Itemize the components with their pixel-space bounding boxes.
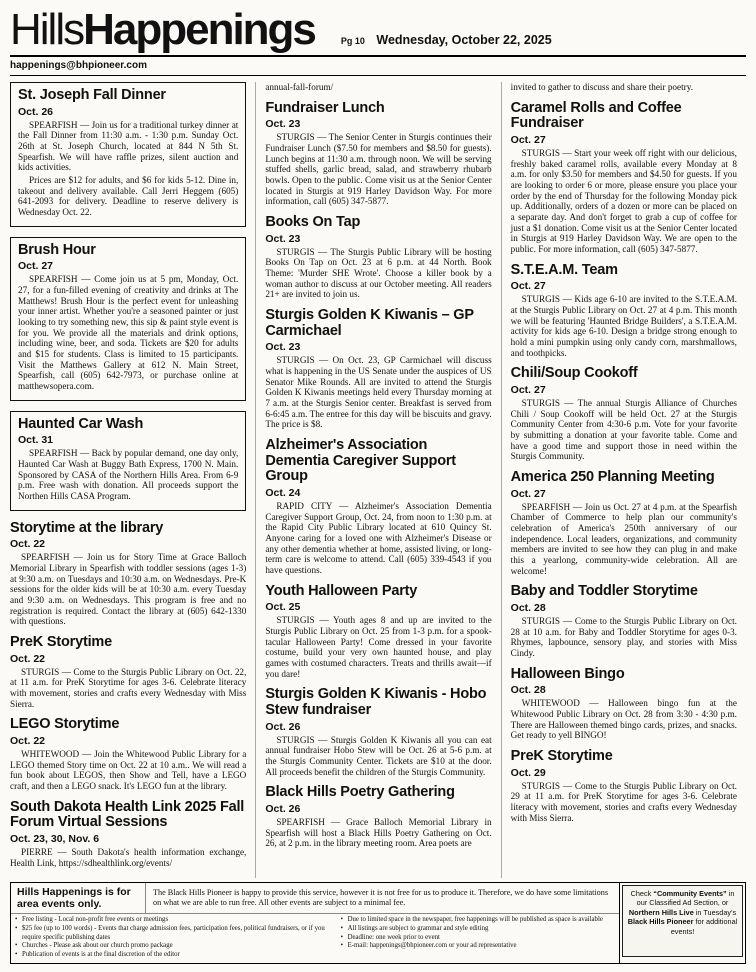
issue-date: Wednesday, October 22, 2025 (376, 33, 552, 47)
community-events-note (622, 885, 743, 957)
event-listing (511, 263, 737, 359)
publication-logo (10, 5, 315, 54)
policy-bullet: • Churches - Please ask about our church promo package (15, 942, 331, 951)
policy-bullet: • E-mail: happenings@bhpioneer.com or your ad representative (341, 942, 615, 951)
event-title: LEGO Storytime (10, 716, 120, 733)
event-date: Oct. 28 (510, 684, 546, 697)
event-title: St. Joseph Fall Dinner (18, 87, 166, 103)
event-title: Alzheimer's Association Dementia Caregiver Support Group (265, 437, 456, 485)
note-segment: Check (630, 888, 654, 898)
footer-policy-box (10, 882, 746, 964)
event-listing (511, 470, 737, 576)
dateline (341, 31, 552, 49)
event-body: STURGIS — The Senior Center in Sturgis continues their Fundraiser Lunch ($7.50 for members and $8.50 for guests). Lunch begins at 11:30 a.m. through noon. We will be serving stuffed shells, garlic bread, salad, and strawberry rhubarb bowls. Open to the public. Come visit us at the Senior Center located in Sturgis at 919 Harley Davidson Way. For more information, call (605) 347-5877. (265, 132, 492, 207)
event-date: Oct. 23 (265, 118, 301, 131)
event-title: Caramel Rolls and Coffee Fundraiser (510, 99, 682, 132)
event-listing (10, 237, 246, 401)
footer-top-row (11, 883, 619, 914)
footer-intro-text: The Black Hills Pioneer is happy to provide this service, however it is not free for us to produce it. Therefore, we do have some limitations on what we are able to run free. All other events are subject to a minimal fee. (153, 887, 609, 907)
event-listing (265, 785, 491, 849)
event-title: Sturgis Golden K Kiwanis – GP Carmichael (265, 307, 474, 339)
event-body: STURGIS — Kids age 6-10 are invited to the S.T.E.A.M. at the Sturgis Public Library on Oct. 27 at 4 p.m. This month we will be featuring 'Haunted Bridge Builders', a S.T.E.A.M. activity for kids age 6-10. Design a bridge strong enough to hold a mini pumpkin using only candy corn, marshmallows, and toothpicks. (510, 294, 737, 358)
policy-bullet: • Publication of events is at the final discretion of the editor (15, 951, 331, 960)
event-date: Oct. 29 (510, 766, 546, 779)
event-body: STURGIS — The Sturgis Public Library will be hosting Books On Tap on Oct. 23 at 6 p.m. at 44 North. Book Theme: 'Murder SHE Wrote'. Choose a killer book by a woman author to discuss at our October meeting. All readers 21+ are invited to join us. (265, 246, 492, 300)
event-title: Haunted Car Wash (18, 415, 144, 432)
policy-bullet: • $25 fee (up to 100 words) - Events that charge admission fees, participation fees, political fundraisers, or if you require specific publishing dates (15, 925, 331, 943)
event-title: Black Hills Poetry Gathering (265, 784, 455, 801)
event-listing (10, 521, 246, 627)
event-date: Oct. 23 (265, 232, 301, 245)
logo-happenings: Happenings (83, 5, 315, 54)
event-body: STURGIS — Come to the Sturgis Public Library on Oct. 28 at 10 a.m. for Baby and Toddler Storytime for ages 0-3. Rhymes, lapbounce, sensory play, and stories with Miss Cindy. (510, 616, 737, 659)
event-listing (265, 215, 491, 300)
event-title: Halloween Bingo (510, 665, 625, 682)
event-title: South Dakota Health Link 2025 Fall Forum Virtual Sessions (10, 798, 245, 831)
policy-bullet: • Due to limited space in the newspaper, free happenings will be published as space is available (341, 916, 615, 925)
event-date: Oct. 27 (510, 384, 546, 397)
event-listing (10, 82, 246, 227)
policy-bullets-left (15, 916, 331, 960)
event-title: Brush Hour (18, 241, 96, 258)
event-date: Oct. 26 (265, 720, 301, 733)
event-body: WHITEWOOD — Join the Whitewood Public Library for a LEGO themed Story time on Oct. 22 at 10 a.m.. We will read a fun book about LEGOS, then Show and Tell, have a LEGO craft, and then a LEGO snack. It's LEGO fun at the library. (10, 749, 247, 792)
policy-bullet: • Deadline: one week prior to event (341, 934, 615, 943)
event-date: Oct. 28 (510, 602, 546, 615)
contact-email: happenings@bhpioneer.com (10, 60, 147, 71)
event-listing (265, 101, 491, 207)
event-date: Oct. 27 (18, 260, 54, 273)
event-date: Oct. 22 (10, 538, 46, 551)
event-columns (10, 82, 746, 878)
policy-bullet: • Free listing - Local non-profit free events or meetings (15, 916, 331, 925)
continuation-text: annual-fall-forum/ (265, 82, 334, 92)
note-segment: for additional events! (670, 917, 738, 936)
event-body: STURGIS — Sturgis Golden K Kiwanis all you can eat annual fundraiser Hobo Stew will be Oct. 26 at 5-6 p.m. at the Sturgis Community Center. Tickets are $10 at the door. All proceeds benefit the children of the Sturgis Community. (265, 734, 492, 777)
event-title: PreK Storytime (10, 634, 112, 651)
note-segment: Northern Hills Live (628, 907, 694, 917)
event-body: STURGIS — Come to the Sturgis Public Library on Oct. 22, at 11 a.m. for PreK Storytime for ages 3-6. Celebrate literacy with movement, stories and crafts every Wednesday with Miss Sierra. (10, 666, 247, 709)
event-date: Oct. 23, 30, Nov. 6 (10, 833, 100, 846)
footer-main (11, 883, 619, 963)
event-listing (511, 667, 737, 741)
event-body: SPEARFISH — Join us for Story Time at Grace Balloch Memorial Library in Spearfish with toddler sessions (ages 1-3) at 9:30 a.m. on Tuesdays and 10:30 a.m. on Wednesdays. Pre-K sessions for the older kids will be at 10:30 a.m. every Tuesday and 9:30 a.m. on Wednesdays. This program is free and no registration is required. Contact the library at (605) 642-1330 with questions. (10, 552, 247, 627)
event-listing (511, 366, 737, 462)
event-title: Baby and Toddler Storytime (510, 583, 698, 600)
event-body: SPEARFISH — Come join us at 5 pm, Monday, Oct. 27, for a fun-filled evening of creativity and drinks at The Matthews! Brush Hour is the perfect event for unleashing your inner artist. Whether you're a seasoned painter or just looking to try something new, this sip & paint style event is for you. We provide all the materials and drink options, including wine, beer, and soda. Tickets are $20 for adults and $15 for students. Class is limited to 15 participants. Visit the Matthews Gallery at 612 N. Main Street, Spearfish, call (605) 642-7973, or purchase online at matthewsopera.com. (18, 274, 239, 392)
event-date: Oct. 22 (10, 652, 46, 665)
event-title: Fundraiser Lunch (265, 99, 385, 116)
event-column (10, 82, 255, 878)
event-body: STURGIS — Come to the Sturgis Public Library on Oct. 29 at 11 a.m. for PreK Storytime for ages 3-6. Celebrate literacy with movement, stories and crafts every Wednesday with Miss Sierra. (510, 780, 737, 823)
event-date: Oct. 25 (265, 601, 301, 614)
email-divider (10, 75, 746, 76)
note-segment: “Community Events” (653, 888, 727, 898)
policy-bullet: • All listings are subject to grammar and style editing (341, 925, 615, 934)
event-listing (265, 438, 491, 576)
event-listing (265, 584, 491, 680)
footer-policy-bullets (11, 914, 619, 963)
continuation-text: invited to gather to discuss and share their poetry. (510, 82, 693, 92)
event-title: Youth Halloween Party (265, 582, 418, 599)
footer-scope-title: Hills Happenings is for area events only. (11, 883, 146, 913)
event-date: Oct. 26 (265, 803, 301, 816)
page-number: Pg 10 (340, 36, 365, 46)
event-listing (10, 800, 246, 869)
event-date: Oct. 27 (510, 487, 546, 500)
event-title: America 250 Planning Meeting (510, 469, 715, 486)
event-date: Oct. 23 (265, 341, 301, 354)
policy-bullets-right (341, 916, 615, 960)
event-title: Sturgis Golden K Kiwanis - Hobo Stew fundraiser (265, 686, 487, 719)
event-title: S.T.E.A.M. Team (510, 261, 618, 278)
event-body: WHITEWOOD — Halloween bingo fun at the Whitewood Public Library on Oct. 28 from 3:30 - 4:30 p.m. There are Halloween themed bingo cards, prizes, and snacks. Get ready to yell BINGO! (510, 698, 737, 741)
event-column (501, 82, 746, 878)
note-segment: Black Hills Pioneer (627, 917, 694, 927)
event-body: STURGIS — Start your week off right with our delicious, freshly baked caramel rolls, available every Monday at 8 a.m. for only $3.50 for members and $4.50 for guests. If you are looking to order 6 or more, please ensure you place your order by the end of Thursday for the following Monday pick up. Additionally, orders of a dozen or more can be placed on a separate day. And don't forget to grab a cup of coffee for just a $1 donation. Come visit us at the Senior Center located in Sturgis at 919 Harley Davidson Way. We are open to the public. For more information, call (605) 347-5877. (510, 147, 737, 255)
event-date: Oct. 27 (510, 133, 546, 146)
note-segment: in our Classified Ad Section, or (636, 888, 735, 908)
masthead (10, 6, 746, 53)
event-listing (10, 411, 246, 511)
event-body: STURGIS — On Oct. 23, GP Carmichael will discuss what is happening in the US Senate under the auspices of US Senator Mike Rounds. All are invited to attend the Sturgis Golden K Kiwanis meetings held every Thursday morning at 7 a.m. at the Sturgis Senior center. Breakfast is served from 6-6:45 a.m. The entree for this day will be biscuits and gravy. The price is $8. (265, 355, 492, 430)
event-body: STURGIS — Youth ages 8 and up are invited to the Sturgis Public Library on Oct. 25 from 1-3 p.m. for a spook-tacular Halloween Party! Come dressed in your favorite costume, build your very own haunted house, and play games with costumed characters. Treats and thrills await—if you dare! (265, 615, 492, 679)
event-body: STURGIS — The annual Sturgis Alliance of Churches Chili / Soup Cookoff will be held Oct. 27 at the Sturgis Community Center from 4:30-6 p.m. Vote for your favorite by submitting a donation at your favorite table. Come and have a good time and support those in need within the Sturgis Community. (510, 398, 737, 462)
event-column (255, 82, 500, 878)
event-date: Oct. 22 (10, 735, 46, 748)
logo-hills: Hills (10, 5, 84, 54)
event-title: Chili/Soup Cookoff (510, 365, 638, 382)
event-date: Oct. 26 (18, 105, 54, 118)
event-title: PreK Storytime (510, 748, 613, 765)
event-body: SPEARFISH — Join us for a traditional turkey dinner at the Fall Dinner from 11:30 a.m. - 1:30 p.m. Sunday Oct. 26th at St. Joseph Church, located at 844 N 5th St. Spearfish. We will have raffle prizes, silent auction and kids activities. (18, 119, 239, 173)
event-date: Oct. 31 (18, 434, 54, 447)
event-body: PIERRE — South Dakota's health information exchange, Health Link, https://sdhealthlink.org/events/ (10, 847, 247, 868)
event-listing (511, 101, 737, 255)
event-listing (511, 749, 737, 823)
event-body: SPEARFISH — Join us Oct. 27 at 4 p.m. at the Spearfish Chamber of Commerce to help plan our community's celebration of America's 250th anniversary of our independence. Local leaders, organizations, and community members are invited to see how they can plug in and make this a yearlong, community-wide celebration. All are welcome! (510, 501, 737, 576)
note-segment: in Tuesday's (693, 907, 737, 917)
event-listing (265, 687, 491, 777)
event-title: Storytime at the library (10, 519, 164, 536)
event-listing (511, 584, 737, 658)
event-date: Oct. 27 (510, 280, 546, 293)
event-body: SPEARFISH — Back by popular demand, one day only, Haunted Car Wash at Buggy Bath Express, 1700 N. Main. Sponsored by CASA of the Northern Hills Area. From 6-9 p.m. Free wash with donation. All proceeds support the Northen Hills CASA Program. (18, 448, 239, 502)
event-listing (10, 717, 246, 791)
event-body: SPEARFISH — Grace Balloch Memorial Library in Spearfish will host a Black Hills Poetry Gathering on Oct. 26, at 2 p.m. in the library meeting room. Area poets are (265, 817, 492, 849)
event-body: Prices are $12 for adults, and $6 for kids 5-12. Dine in, takeout and delivery available. Call Jerri Heggem (605) 641-2093 for delivery. Deadline to reserve delivery is Wednesday Oct. 22. (18, 175, 239, 218)
event-listing (10, 635, 246, 709)
event-title: Books On Tap (265, 214, 361, 231)
event-listing (265, 308, 491, 430)
footer-promo-cell (619, 883, 745, 963)
event-body: RAPID CITY — Alzheimer's Association Dementia Caregiver Support Group, Oct. 24, from noon to 1:30 p.m. at the Rapid City Public Library located at 610 Quincy St. Anyone caring for a loved one with Alzheimer's Disease or any other dementia whether at home, assisted living, or long-term care is welcome to attend. Call (605) 339-4543 if you have questions. (265, 501, 492, 576)
event-date: Oct. 24 (265, 487, 301, 500)
